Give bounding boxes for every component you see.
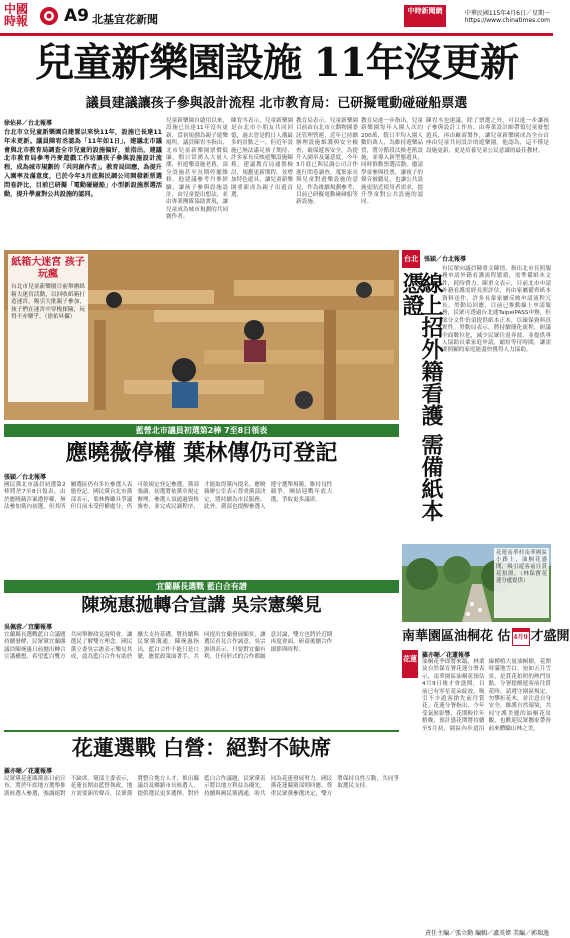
story2-headline: 線上招外籍看護 需備紙本憑證	[399, 272, 444, 522]
story6-body-box	[402, 650, 551, 926]
story1-body-b: 陳宥丞表示，兒童新樂園是台北市小朋友共同回憶，過去曾是假日人潮最多的景點之一，但近年設施已無法滿足孩子期待，許多家長反映遊樂設施陳舊，建議教育局通盤檢討，規劃更新期程，並增加特色遊具，讓兒童新樂園重新成為親子出遊首選。	[231, 118, 293, 199]
story1-body-e: 陳宥丞也建議，除了票選之外，可以進一步讓孩子參與設計工作坊，由專業設計師帶領兒童發想遊具，再由廠商製作，讓兒童新樂園成為全台首座由兒童共同設計的遊樂園，他認為，這不僅是設施更新，更是培養兒童公民意識的最佳教材。	[426, 118, 549, 154]
story1-lead-box	[4, 118, 162, 248]
story4-headline: 陳琬惠拋轉合宣講 吳宗憲樂見	[81, 595, 322, 616]
story1-byline: 徐佑昇／台北報導	[4, 120, 53, 127]
section-name: 北基宜花新聞	[92, 13, 158, 26]
story1-subhead: 議員建議讓孩子參與設計流程 北市教育局：已研擬電動碰碰船票選	[85, 96, 468, 111]
story4-byline: 吳佩蓉／宜蘭報導	[4, 624, 53, 631]
story2	[399, 250, 551, 540]
footer-credits: 責任主編／張立勳 編輯／盧英偉 美編／郭瑞逸	[425, 930, 549, 937]
story2-column-tag: 台北	[402, 250, 420, 268]
story6-headline	[402, 626, 570, 648]
story3-body: 國民黨北市議員初選第2棒將於7至8日領表，由於應曉薇涉案遭停權，無法參加黨內初選，但其所屬選區仍有多位參選人表態登記。國民黨台北市黨部表示，葉林傳雖具爭議但目前未受停權處分，仍可依規定登記參選。黨部強調，初選將依黨章規定辦理，參選人須通過資格審查，並完成民調程序，才能取得黨內提名。應曉薇辦公室表示尊重黨部決定，將持續為市民服務。此外，黨部也提醒參選人遵守選舉規範，維持良性競爭，團結迎戰年底大選，爭取更多議席。	[4, 482, 333, 511]
story5-byline: 羅亦晰／花蓮報導	[4, 768, 53, 775]
story2-body: 有民眾向議員陳重文陳情，指出北市長照服務申請外籍看護流程繁瑣，需準備紙本文件，耗時費力。陳重文表示，目前北市申請外籍看護需經長照評估，再由家屬備齊紙本資料送件，許多長輩家屬反映申請流程冗長。勞動局回應，目前已推動線上申請服務，民眾可透過台北通TaipeiPASS申辦，但部分文件仍須提供紙本正本，以確保資料真實性。勞動局表示，將持續簡化流程，研議全面數位化，減少民眾往返奔波，並提供專人協助長輩家庭申請，縮短等待時間，讓需要照顧的家庭能盡快獲得人力協助。	[442, 266, 551, 354]
tung-flower-photo	[402, 544, 551, 622]
story3-body-box	[4, 472, 399, 576]
story3-byline: 張穎／台北報導	[4, 474, 47, 481]
story5-rule	[4, 730, 399, 732]
story1-body-a: 兒童新樂園自啟用以來，設施已長達11年沒有更新，當初規劃為親子遊樂場所。議員陳宥丞指出，北市兒童新樂園票價低廉，假日常湧入大量人潮，但遊樂設施老舊，部分設施甚至長期停擺維修。他建議參考丹麥經驗，讓孩子參與設施設計，由兒童提出想法，並由專業團隊協助實現，讓兒童成為城市規劃的共同創作者。	[166, 118, 228, 221]
story1-body-d: 教育局進一步指出，兒童新樂園每年入園人次約200萬，假日平均入園人數約萬人，為維持遊樂品質，將分階段汰換老舊設施，並導入新型態遊具，同時推動票選活動，邀請學童參與投票，讓孩子的聲音被聽見，也讓公共設施更貼近使用者需求，提升學童對公共設施的認同。	[361, 118, 423, 206]
story1-lead: 台北市立兒童新樂園自建置以來快11年，設施已長達11年未更新。議員陳宥丞認為「11年如1日」，建議北市議會與北市教育局調查全市兒童的設施偏好，並指出，建議北市教育局參考丹麥遊戲工作坊讓孩子參與設施設計流程，成為城市規劃的「共同創作者」。教育局回應，為提升入園率及滿意度，已於今年3月底與民調公司開發新票選問卷評比，目前已研擬「電動碰碰船」小型新設施票選活動，提升學童對公共設施的認同。	[4, 129, 162, 198]
story3-headline: 應曉薇停權 葉林傳仍可登記	[65, 440, 338, 466]
story5-body: 民眾黨花蓮縣黨部日前宣布，將於年底地方選舉推派候選人參選，強調絕對不缺席。黨部主委表示，花蓮長期由藍營執政，地方需要新的聲音，民眾黨將整合地方人才，推出縣議員及鄉鎮市長候選人，提供選民更多選擇。對於藍白合作議題，民眾黨表示將以地方利益為優先，持續與國民黨溝通，盼共同為花蓮發展努力。國民黨花蓮縣黨部則回應，尊重民眾黨參選決定，雙方將保持良性互動，共同爭取選民支持。	[4, 776, 399, 797]
story6-column-tag: 花蓮	[402, 650, 418, 678]
story4-body-box	[4, 622, 399, 726]
story6-headline-b: 才盛開	[530, 629, 570, 644]
logo-emblem-icon	[38, 6, 60, 26]
story6-headline-a: 南華園區油桐花 估	[402, 629, 511, 644]
story1-body-c: 教育局表示，兒童新樂園目前由台北市立動物園委託管理營運，近年已持續辦理設施維護與安全檢查，確保遊客安全。為提升入園率及滿意度，今年3月底已與民調公司合作進行問卷調查，蒐集家長與兒童對遊樂設施的意見，作為後續規劃參考，目前已研擬電動碰碰船等新設施。	[296, 118, 358, 206]
story5-body-box	[4, 766, 399, 926]
story5-headline: 花蓮選戰 白營：絕對不缺席	[71, 735, 332, 760]
masthead	[0, 0, 553, 36]
story2-byline: 張穎／台北報導	[424, 256, 467, 263]
maze-caption-title: 紙箱大迷宮 孩子玩瘋	[11, 257, 85, 280]
website-url[interactable]: https://www.chinatimes.com	[464, 17, 550, 24]
story4-body: 宜蘭縣長選戰藍白合議題持續發酵，民眾黨宜蘭縣議員陳琬惠日前拋出轉合宣講構想，希望藍白雙方共同舉辦政見說明會，讓選民了解雙方理念。國民黨立委吳宗憲表示樂見其成，認為藍白合作有助於擴大支持基礎，將持續與民眾黨溝通。陳琬惠指出，藍白合作不能只是口號，應從政策面著手，共同提出宜蘭發展願景，讓選民看見合作誠意。吳宗憲則表示，只要對宜蘭有利，任何形式的合作都願意討論，雙方也將於近期再度會面，研商後續合作細節與時程。	[4, 632, 333, 661]
story6-byline: 羅亦晰／花蓮報導	[422, 652, 471, 659]
story4-banner: 宜蘭縣長選戰 藍白合有譜	[4, 580, 399, 593]
newspaper-logo: 中國時報	[4, 2, 29, 28]
maze-photo	[4, 250, 399, 420]
page-number: A9	[64, 6, 89, 26]
tung-photo-caption: 花蓮南華村南華國區小路上，油桐花盛開，吸引遊客前往賞花拍照。（林保寶花蓮分處提供）	[494, 548, 549, 618]
maze-caption-box	[8, 254, 88, 402]
maze-caption-text: 台北市兒童新樂園日前舉辦紙箱大迷宮活動，以回收紙箱打造迷宮，吸引大批親子參加，孩子們在迷宮中穿梭探險，玩得不亦樂乎。（徐佑昇攝）	[11, 284, 85, 321]
story3-banner: 藍營北市議員初選第2棒 7至8日領表	[4, 424, 399, 437]
brand-badge: 中時新聞網	[404, 5, 446, 27]
story6-body: 油桐花季即將來臨，林業及自然保育署花蓮分署表示，南華園區油桐花預估4月9日後才會盛開，目前已有零星花朵綻放，吸引不少遊客搶先前往賞花。花蓮分署指出，今年受氣候影響，花期較往年稍晚，預計盛花期將持續至5月初，園區內步道沿線種植大量油桐樹，花開時滿地雪白，宛如五月雪景，是賞花拍照的熱門景點。分署提醒遊客前往賞花時，請遵守園區規定，勿攀折花木，並注意自身安全，維護自然環境，共同守護美麗的油桐花景觀，也歡迎民眾攜家帶眷前來體驗山林之美。	[422, 659, 551, 732]
masthead-rule	[0, 33, 553, 36]
issue-date: 中華民國115年4月6日／星期一	[464, 10, 550, 17]
story1-headline: 兒童新樂園設施 11年沒更新	[35, 40, 518, 86]
calendar-icon: 4月9	[512, 628, 530, 646]
